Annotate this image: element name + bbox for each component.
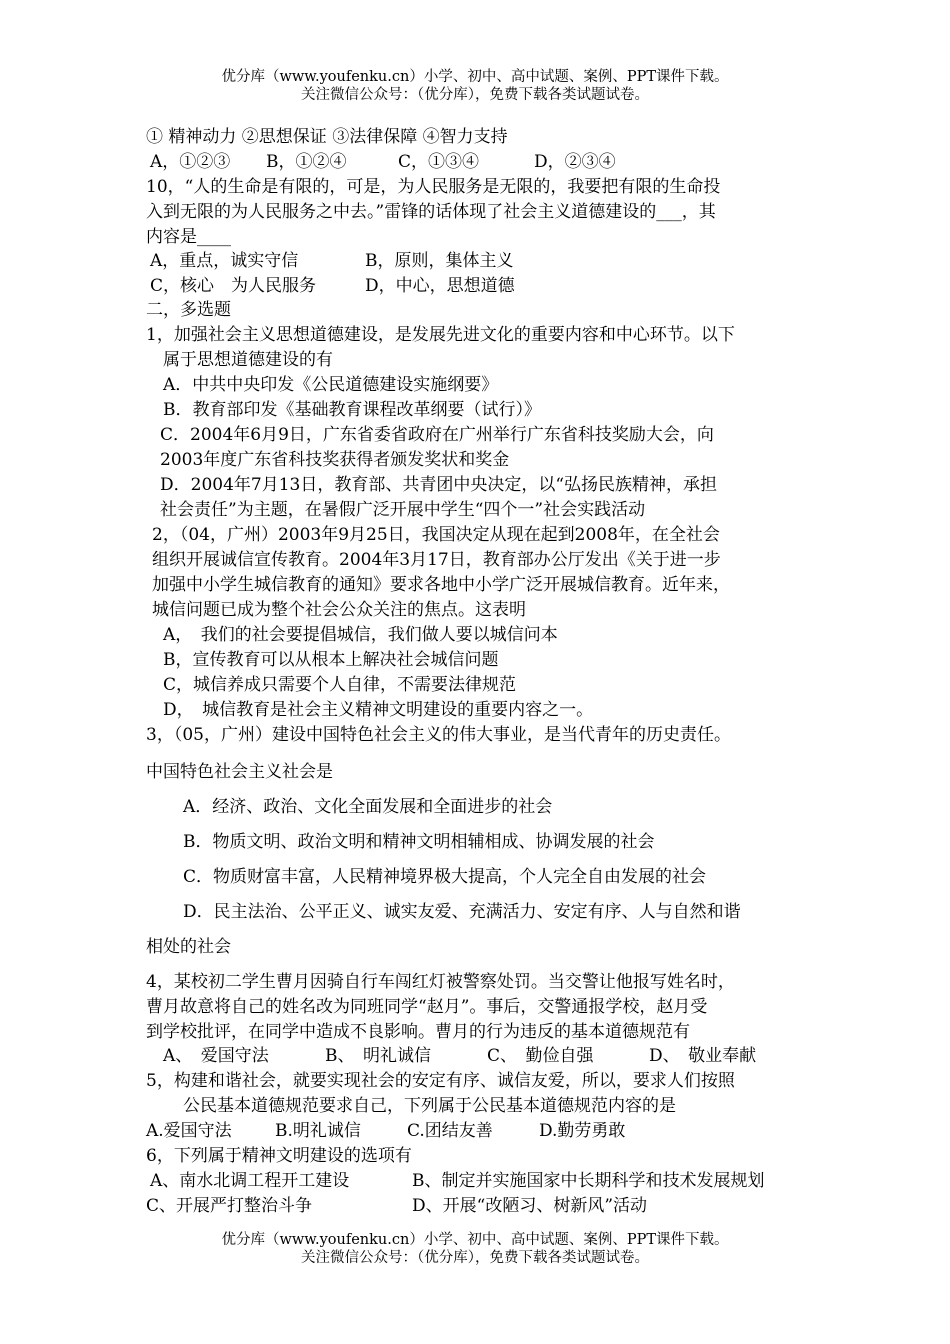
- footer-line-2: 关注微信公众号：（优分库），免费下载各类试题试卷。: [301, 1250, 649, 1266]
- q10-options-row-1: [150, 249, 514, 273]
- m3-option-a: A．经济、政治、文化全面发展和全面进步的社会: [183, 797, 553, 817]
- q10-line-3: 内容是____: [146, 227, 231, 247]
- q10-option-a: A，重点，诚实守信: [150, 251, 299, 271]
- m4-line-1: 4，某校初二学生曹月因骑自行车闯红灯被警察处罚。当交警让他报写姓名时，: [146, 972, 735, 992]
- m4-option-a: A、 爱国守法: [163, 1046, 269, 1066]
- m4-line-3: 到学校批评，在同学中造成不良影响。曹月的行为违反的基本道德规范有: [146, 1022, 690, 1042]
- header-line-1: 优分库（www.youfenku.cn）小学、初中、高中试题、案例、PPT课件下载。: [221, 69, 729, 85]
- m6-option-b: B、制定并实施国家中长期科学和技术发展规划: [412, 1171, 765, 1191]
- q9-option-d: D，②③④: [534, 152, 616, 172]
- header-line-2: 关注微信公众号：（优分库），免费下载各类试题试卷。: [301, 87, 649, 103]
- q10-line-2: 入到无限的为人民服务之中去。”雷锋的话体现了社会主义道德建设的___，其: [146, 202, 716, 222]
- m2-line-2: 组织开展诚信宣传教育。2004年3月17日，教育部办公厅发出《关于进一步: [152, 550, 721, 570]
- m1-line-2: 属于思想道德建设的有: [163, 350, 333, 370]
- m1-option-d-line-2: 社会责任”为主题，在暑假广泛开展中学生“四个一”社会实践活动: [160, 500, 646, 520]
- q9-options: [150, 150, 616, 174]
- m5-options: [146, 1119, 625, 1143]
- m5-option-b: B.明礼诚信: [275, 1121, 361, 1141]
- m6-option-a: A、南水北调工程开工建设: [150, 1171, 350, 1191]
- footer-line-1: 优分库（www.youfenku.cn）小学、初中、高中试题、案例、PPT课件下载。: [221, 1232, 729, 1248]
- q9-items: ① 精神动力 ②思想保证 ③法律保障 ④智力支持: [146, 127, 508, 147]
- m4-options: [163, 1044, 756, 1068]
- q10-option-c: C，核心 为人民服务: [150, 276, 317, 296]
- m5-option-a: A.爱国守法: [146, 1121, 232, 1141]
- m6-options-row-2: [146, 1194, 647, 1218]
- section-title-multiple-choice: 二，多选题: [146, 300, 231, 320]
- q10-option-d: D，中心，思想道德: [365, 276, 515, 296]
- m1-option-b: B．教育部印发《基础教育课程改革纲要（试行）》: [163, 400, 541, 420]
- q9-option-c: C，①③④: [398, 152, 480, 172]
- m5-option-d: D.勤劳勇敢: [539, 1121, 626, 1141]
- m4-option-d: D、 敬业奉献: [649, 1046, 757, 1066]
- m3-line-2: 中国特色社会主义社会是: [146, 762, 333, 782]
- m2-line-4: 城信问题已成为整个社会公众关注的焦点。这表明: [152, 600, 526, 620]
- m2-option-b: B，宣传教育可以从根本上解决社会城信问题: [163, 650, 499, 670]
- m2-line-1: 2，（04，广州）2003年9月25日，我国决定从现在起到2008年，在全社会: [152, 525, 720, 545]
- m2-option-a: A， 我们的社会要提倡城信，我们做人要以城信问本: [163, 625, 558, 645]
- m5-option-c: C.团结友善: [407, 1121, 493, 1141]
- m5-line-2: 公民基本道德规范要求自己，下列属于公民基本道德规范内容的是: [183, 1096, 676, 1116]
- q9-option-a: A，①②③: [150, 152, 231, 172]
- q9-option-b: B，①②④: [266, 152, 347, 172]
- m6-option-c: C、开展严打整治斗争: [146, 1196, 313, 1216]
- m2-option-c: C，城信养成只需要个人自律，不需要法律规范: [163, 675, 517, 695]
- m1-option-c-line-1: C．2004年6月9日，广东省委省政府在广州举行广东省科技奖励大会，向: [160, 425, 714, 445]
- m5-line-1: 5，构建和谐社会，就要实现社会的安定有序、诚信友爱，所以，要求人们按照: [146, 1071, 735, 1091]
- m3-option-c: C．物质财富丰富，人民精神境界极大提高，个人完全自由发展的社会: [183, 867, 707, 887]
- m1-option-d-line-1: D．2004年7月13日，教育部、共青团中央决定，以“弘扬民族精神，承担: [160, 475, 718, 495]
- m2-line-3: 加强中小学生城信教育的通知》要求各地中小学广泛开展城信教育。近年来，: [152, 575, 730, 595]
- m6-option-d: D、开展“改陋习、树新风”活动: [412, 1196, 648, 1216]
- q10-line-1: 10，“人的生命是有限的，可是，为人民服务是无限的，我要把有限的生命投: [146, 177, 721, 197]
- m1-line-1: 1，加强社会主义思想道德建设，是发展先进文化的重要内容和中心环节。以下: [146, 325, 735, 345]
- m2-option-d: D， 城信教育是社会主义精神文明建设的重要内容之一。: [163, 700, 594, 720]
- m4-option-c: C、 勤俭自强: [487, 1046, 594, 1066]
- m6-line-1: 6，下列属于精神文明建设的选项有: [146, 1146, 412, 1166]
- m4-line-2: 曹月故意将自己的姓名改为同班同学“赵月”。事后，交警通报学校，赵月受: [146, 997, 708, 1017]
- m3-option-b: B．物质文明、政治文明和精神文明相辅相成、协调发展的社会: [183, 832, 655, 852]
- q10-option-b: B，原则，集体主义: [365, 251, 514, 271]
- m1-option-c-line-2: 2003年度广东省科技奖获得者颁发奖状和奖金: [160, 450, 510, 470]
- m3-option-d-line-2: 相处的社会: [146, 937, 231, 957]
- q10-options-row-2: [150, 274, 515, 298]
- m3-option-d-line-1: D．民主法治、公平正义、诚实友爱、充满活力、安定有序、人与自然和谐: [183, 902, 741, 922]
- m3-line-1: 3，（05，广州）建设中国特色社会主义的伟大事业，是当代青年的历史责任。: [146, 725, 731, 745]
- m6-options-row-1: [150, 1169, 765, 1193]
- m4-option-b: B、 明礼诚信: [325, 1046, 431, 1066]
- m1-option-a: A．中共中央印发《公民道德建设实施纲要》: [163, 375, 499, 395]
